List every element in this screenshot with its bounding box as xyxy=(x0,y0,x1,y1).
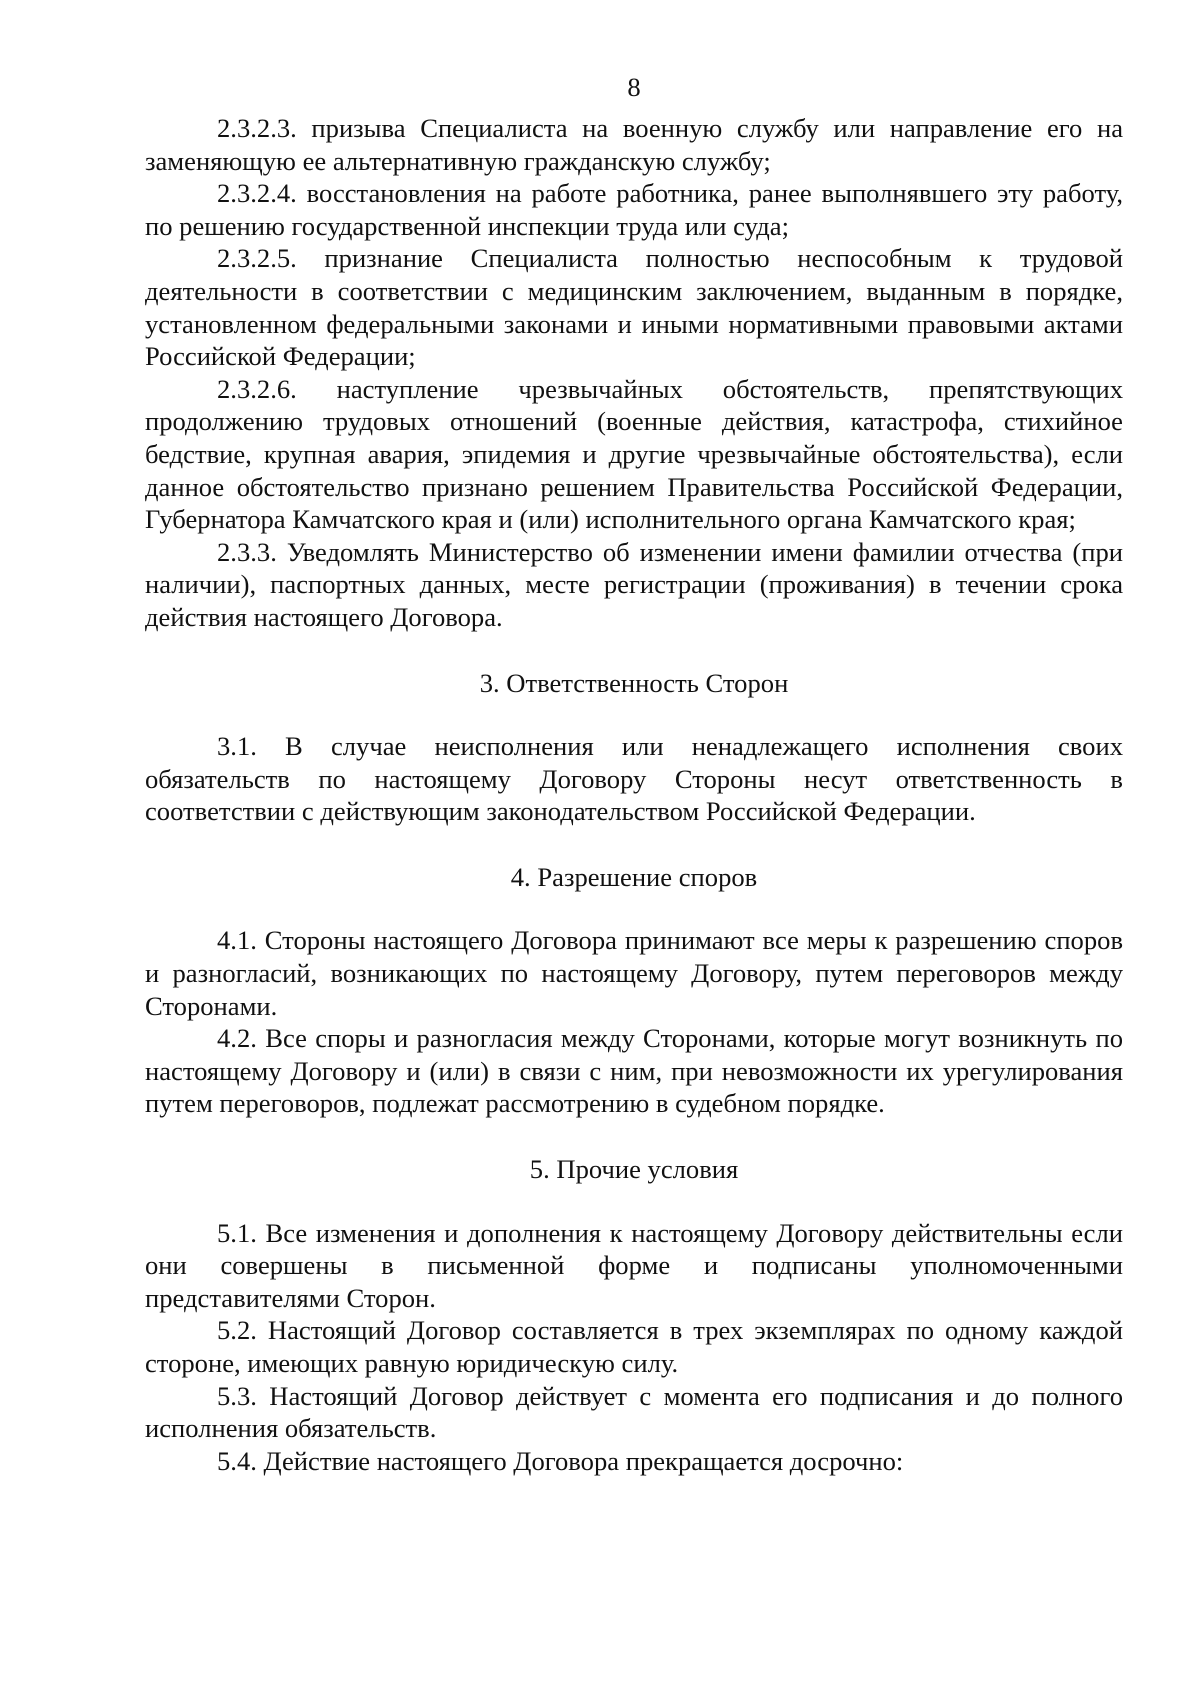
clause-5-2: 5.2. Настоящий Договор составляется в трех экземплярах по одному каждой стороне, имеющих равную юридическую силу. xyxy=(145,1315,1123,1378)
document-page xyxy=(145,72,1123,1477)
clause-5-3: 5.3. Настоящий Договор действует с момента его подписания и до полного исполнения обязательств. xyxy=(145,1380,1123,1444)
clause-5-1: 5.1. Все изменения и дополнения к настоящему Договору действительны если они совершены в письменной форме и подписаны уполномоченными представителями Сторон. xyxy=(145,1217,1123,1313)
section-heading-responsibility: 3. Ответственность Сторон xyxy=(479,667,789,698)
page-number: 8 xyxy=(627,72,641,102)
clause-4-2: 4.2. Все споры и разногласия между Сторонами, которые могут возникнуть по настоящему Договору и (или) в связи с ним, при невозможности их урегулирования путем переговоров, подлежат рассмотрению в судебном порядке. xyxy=(145,1023,1123,1119)
clause-2-3-3: 2.3.3. Уведомлять Министерство об изменении имени фамилии отчества (при наличии), паспортных данных, месте регистрации (проживания) в течении срока действия настоящего Договора. xyxy=(145,536,1123,632)
clause-4-1: 4.1. Стороны настоящего Договора принимают все меры к разрешению споров и разногласий, возникающих по настоящему Договору, путем переговоров между Сторонами. xyxy=(145,925,1123,1021)
section-heading-disputes: 4. Разрешение споров xyxy=(510,861,758,892)
section-heading-other-terms: 5. Прочие условия xyxy=(529,1154,739,1185)
clause-2-3-2-6: 2.3.2.6. наступление чрезвычайных обстоятельств, препятствующих продолжению трудовых отношений (военные действия, катастрофа, стихийное бедствие, крупная авария, эпидемия и другие чрезвычайные обстоятельства), если данное обстоятельство признано решением Правительства Российской Федерации, Губернатора Камчатского края и (или) исполнительного органа Камчатского края; xyxy=(145,373,1123,535)
clause-2-3-2-3: 2.3.2.3. призыва Специалиста на военную службу или направление его на заменяющую ее альтернативную гражданскую службу; xyxy=(145,113,1123,176)
clause-3-1: 3.1. В случае неисполнения или ненадлежащего исполнения своих обязательств по настоящему Договору Стороны несут ответственность в соответствии с действующим законодательством Российской Федерации. xyxy=(145,731,1123,827)
clause-2-3-2-4: 2.3.2.4. восстановления на работе работника, ранее выполнявшего эту работу, по решению государственной инспекции труда или суда; xyxy=(145,178,1123,241)
clause-2-3-2-5: 2.3.2.5. признание Специалиста полностью неспособным к трудовой деятельности в соответствии с медицинским заключением, выданным в порядке, установленном федеральными законами и иными нормативными правовыми актами Российской Федерации; xyxy=(145,243,1123,372)
clause-5-4: 5.4. Действие настоящего Договора прекращается досрочно: xyxy=(217,1445,904,1476)
